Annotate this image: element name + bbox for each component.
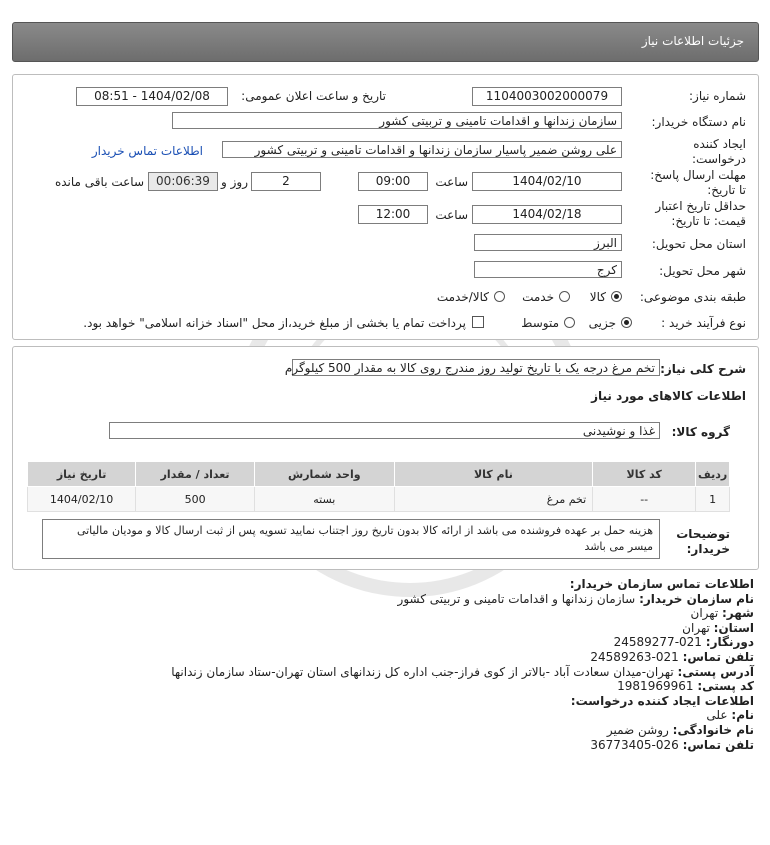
delivery-province-field: البرز — [474, 234, 622, 251]
reply-date-field: 1404/02/10 — [472, 172, 622, 191]
creator-label-line1: ایجاد کننده — [693, 137, 746, 151]
days-remaining-field: 2 — [251, 172, 321, 191]
need-number-label: شماره نیاز: — [689, 89, 746, 103]
col-qty: تعداد / مقدار — [136, 462, 255, 487]
goods-table — [27, 461, 730, 512]
contact-postal: 1981969961 — [617, 679, 694, 694]
creator-info-title: اطلاعات ایجاد کننده درخواست: — [570, 693, 754, 708]
col-name: نام کالا — [394, 462, 593, 487]
buyer-contact-link[interactable]: اطلاعات تماس خریدار — [91, 144, 203, 158]
page-header — [12, 22, 759, 62]
creator-last-name-label: نام خانوادگی: — [672, 722, 754, 737]
cell-row: 1 — [696, 487, 730, 512]
announce-date-field: 1404/02/08 - 08:51 — [76, 87, 228, 106]
col-date: تاریخ نیاز — [28, 462, 136, 487]
category-radio-goods[interactable] — [611, 291, 622, 302]
category-radio-service[interactable] — [559, 291, 570, 302]
category-radio-goods-service[interactable] — [494, 291, 505, 302]
contact-postal-label: کد پستی: — [697, 679, 754, 694]
process-radio-minor[interactable] — [621, 317, 632, 328]
cell-name: تخم مرغ — [394, 487, 593, 512]
cell-qty: 500 — [136, 487, 255, 512]
col-row: ردیف — [696, 462, 730, 487]
process-option-minor: جزیی — [588, 316, 616, 330]
creator-first-name-label: نام: — [731, 708, 754, 723]
reply-time-label: ساعت — [435, 175, 468, 189]
treasury-payment-note: پرداخت تمام یا بخشی از مبلغ خرید،از محل "اسناد خزانه اسلامی" خواهد بود. — [83, 316, 466, 330]
contact-city: تهران — [690, 606, 719, 621]
contact-address: تهران-میدان سعادت آباد -بالاتر از کوی فراز-جنب اداره کل زندانهای استان تهران-ستاد سازمان زندانها — [171, 664, 674, 679]
contact-org-label: نام سازمان خریدار: — [639, 591, 754, 606]
buyer-org-label: نام دستگاه خریدار: — [651, 115, 746, 129]
contact-city-label: شهر: — [722, 606, 754, 621]
validity-time-label: ساعت — [435, 208, 468, 222]
creator-phone: 026-36773405 — [590, 737, 679, 752]
buyer-notes-label-line1: توضیحات — [676, 527, 730, 541]
reply-time-field: 09:00 — [358, 172, 428, 191]
process-type-label: نوع فرآیند خرید : — [661, 316, 746, 330]
days-label: روز و — [221, 175, 248, 189]
col-code: کد کالا — [593, 462, 696, 487]
reply-deadline-label-line2: تا تاریخ: — [707, 183, 746, 197]
goods-table-header — [28, 462, 730, 487]
buyer-notes-field: هزینه حمل بر عهده فروشنده می باشد از ارائه کالا بدون تاریخ روز اجتناب نمایید تسویه پس از ثبت ارسال کالا و مودیان مالیاتی میسر می باشد — [42, 519, 660, 559]
treasury-checkbox[interactable] — [472, 316, 484, 328]
cell-date: 1404/02/10 — [28, 487, 136, 512]
need-number-field: 1104003002000079 — [472, 87, 622, 106]
validity-label-line2: قیمت: تا تاریخ: — [671, 214, 746, 228]
delivery-city-field: کرج — [474, 261, 622, 278]
need-description-field: تخم مرغ درجه یک با تاریخ تولید روز مندرج روی کالا به مقدار 500 کیلوگرم — [292, 359, 660, 376]
reply-deadline-label-line1: مهلت ارسال پاسخ: — [650, 168, 746, 182]
contact-fax-label: دورنگار: — [705, 635, 754, 650]
buyer-notes-label-line2: خریدار: — [686, 542, 730, 556]
creator-label-line2: درخواست: — [692, 152, 746, 166]
validity-time-field: 12:00 — [358, 205, 428, 224]
contact-phone-label: تلفن تماس: — [682, 649, 754, 664]
validity-date-field: 1404/02/18 — [472, 205, 622, 224]
goods-group-field: غذا و نوشیدنی — [109, 422, 660, 439]
cell-unit: بسته — [254, 487, 394, 512]
creator-last-name: روشن ضمیر — [606, 722, 669, 737]
remaining-time-field: 00:06:39 — [148, 172, 218, 191]
contact-title: اطلاعات تماس سازمان خریدار: — [569, 577, 754, 591]
contact-fax: 021-24589277 — [613, 635, 702, 650]
contact-phone: 021-24589263 — [590, 649, 679, 664]
delivery-city-label: شهر محل تحویل: — [659, 264, 746, 278]
process-option-medium: متوسط — [521, 316, 559, 330]
creator-phone-label: تلفن تماس: — [682, 737, 754, 752]
category-option-goods: کالا — [589, 290, 606, 304]
col-unit: واحد شمارش — [254, 462, 394, 487]
creator-field: علی روشن ضمیر پاسیار سازمان زندانها و اقدامات تامینی و تربیتی کشور — [222, 141, 622, 158]
need-details-panel — [12, 74, 759, 340]
category-option-service: خدمت — [522, 290, 554, 304]
buyer-contact-info — [171, 577, 754, 752]
cell-code: -- — [593, 487, 696, 512]
remaining-time-label: ساعت باقی مانده — [54, 175, 144, 189]
category-label: طبقه بندی موضوعی: — [639, 290, 746, 304]
category-option-goods-service: کالا/خدمت — [436, 290, 489, 304]
announce-date-label: تاریخ و ساعت اعلان عمومی: — [241, 89, 386, 103]
creator-first-name: علی — [706, 708, 728, 723]
validity-label-line1: حداقل تاریخ اعتبار — [655, 199, 746, 213]
contact-province: تهران — [682, 620, 710, 635]
process-radio-medium[interactable] — [564, 317, 575, 328]
buyer-org-field: سازمان زندانها و اقدامات تامینی و تربیتی کشور — [172, 112, 622, 129]
contact-org: سازمان زندانها و اقدامات تامینی و تربیتی کشور — [397, 591, 636, 606]
goods-panel — [12, 346, 759, 570]
goods-group-label: گروه کالا: — [671, 425, 730, 439]
page-title: جزئیات اطلاعات نیاز — [641, 34, 744, 48]
delivery-province-label: استان محل تحویل: — [651, 237, 746, 251]
contact-address-label: آدرس پستی: — [677, 664, 754, 679]
table-row — [28, 487, 730, 512]
contact-province-label: استان: — [713, 620, 754, 635]
goods-info-title: اطلاعات کالاهای مورد نیاز — [591, 389, 746, 403]
need-description-label: شرح کلی نیاز: — [660, 362, 746, 376]
